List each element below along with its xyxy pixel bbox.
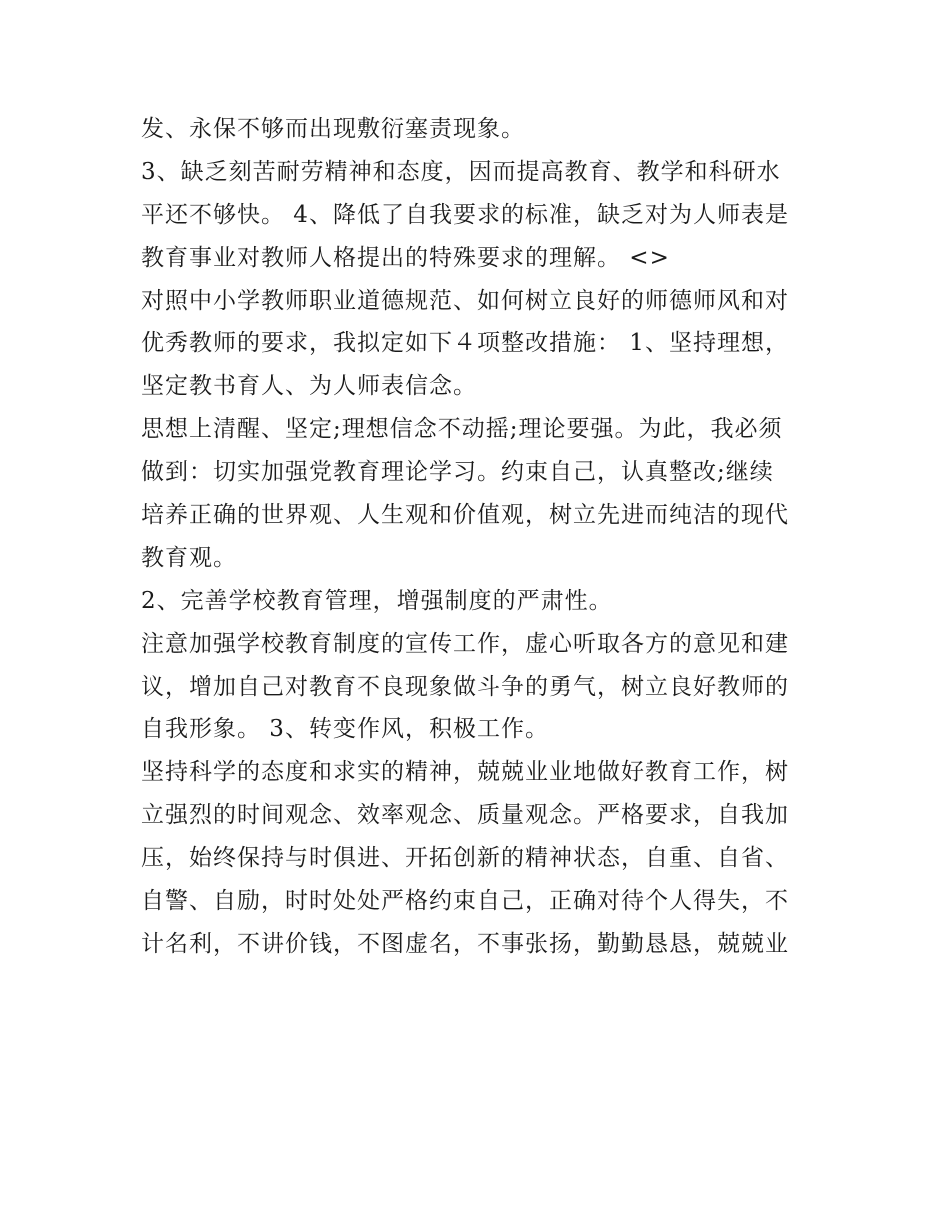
text-line: 2、完善学校教育管理，增强制度的严肃性。 <box>141 587 613 614</box>
text-line: 计名利，不讲价钱，不图虚名，不事张扬，勤勤恳恳，兢兢业 <box>141 930 789 957</box>
text-line: 思想上清醒、坚定;理想信念不动摇;理论要强。为此，我必须 <box>141 416 783 443</box>
text-line: 自警、自励，时时处处严格约束自己，正确对待个人得失，不 <box>141 888 789 915</box>
text-line: 自我形象。 3、转变作风，积极工作。 <box>141 716 549 743</box>
text-line: 议，增加自己对教育不良现象做斗争的勇气，树立良好教师的 <box>141 673 789 700</box>
text-line: 教育事业对教师人格提出的特殊要求的理解。 <> <box>141 244 670 271</box>
text-line: 压，始终保持与时俱进、开拓创新的精神状态，自重、自省、 <box>141 845 789 872</box>
text-line: 优秀教师的要求，我拟定如下４项整改措施： 1、坚持理想， <box>141 330 789 357</box>
text-line: 坚持科学的态度和求实的精神，兢兢业业地做好教育工作，树 <box>141 759 789 786</box>
text-line: 平还不够快。 4、降低了自我要求的标准，缺乏对为人师表是 <box>141 201 789 228</box>
text-line: 发、永保不够而出现敷衍塞责现象。 <box>141 116 525 142</box>
text-line: 教育观。 <box>141 544 237 571</box>
text-line: 立强烈的时间观念、效率观念、质量观念。严格要求，自我加 <box>141 802 789 829</box>
text-line: 做到：切实加强党教育理论学习。约束自己，认真整改;继续 <box>141 459 774 486</box>
text-line: 注意加强学校教育制度的宣传工作，虚心听取各方的意见和建 <box>141 630 789 657</box>
text-line: 培养正确的世界观、人生观和价值观，树立先进而纯洁的现代 <box>141 502 789 529</box>
text-line: 坚定教书育人、为人师表信念。 <box>141 373 477 400</box>
text-line: 3、缺乏刻苦耐劳精神和态度，因而提高教育、教学和科研水 <box>141 158 781 185</box>
document-body <box>141 108 821 966</box>
text-line: 对照中小学教师职业道德规范、如何树立良好的师德师风和对 <box>141 287 789 314</box>
